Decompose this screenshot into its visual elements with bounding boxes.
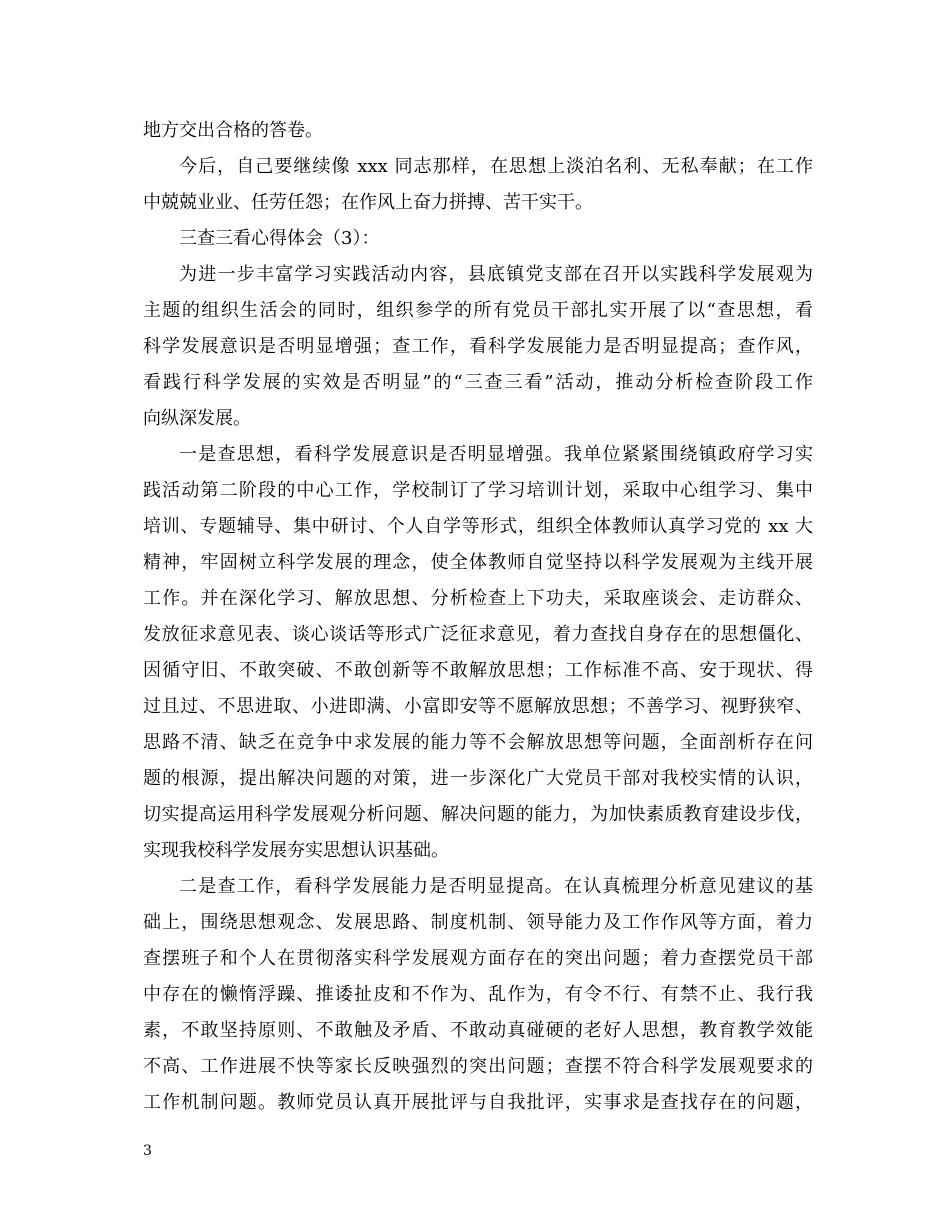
text-line: 工作。并在深化学习、解放思想、分析检查上下功夫，采取座谈会、走访群众、 <box>143 588 813 609</box>
document-body <box>143 113 813 1121</box>
text-line: 中存在的懒惰浮躁、推诿扯皮和不作为、乱作为，有令不行、有禁不止、我行我 <box>143 984 813 1005</box>
text-line: 查摆班子和个人在贯彻落实科学发展观方面存在的突出问题；着力查摆党员干部 <box>143 948 813 969</box>
text-line: 因循守旧、不敢突破、不敢创新等不敢解放思想；工作标准不高、安于现状、得 <box>143 660 813 681</box>
text-line: 今后，自己要继续像 xxx 同志那样，在思想上淡泊名利、无私奉献；在工作 <box>179 156 813 177</box>
text-line: 不高、工作进展不快等家长反映强烈的突出问题；查摆不符合科学发展观要求的 <box>143 1056 813 1077</box>
text-line: 看践行科学发展的实效是否明显”的“三查三看”活动，推动分析检查阶段工作 <box>143 372 813 393</box>
text-line: 二是查工作，看科学发展能力是否明显提高。在认真梳理分析意见建议的基 <box>179 876 813 897</box>
text-line: 础上，围绕思想观念、发展思路、制度机制、领导能力及工作作风等方面，着力 <box>143 912 813 933</box>
text-line: 实现我校科学发展夯实思想认识基础。 <box>143 840 449 861</box>
text-line: 中兢兢业业、任劳任怨；在作风上奋力拼搏、苦干实干。 <box>143 192 593 213</box>
text-line: 切实提高运用科学发展观分析问题、解决问题的能力，为加快素质教育建设步伐， <box>143 804 813 825</box>
page-number: 3 <box>143 1143 152 1159</box>
text-line: 科学发展意识是否明显增强；查工作，看科学发展能力是否明显提高；查作风， <box>143 336 813 357</box>
text-line: 向纵深发展。 <box>143 408 251 429</box>
text-line: 践活动第二阶段的中心工作，学校制订了学习培训计划，采取中心组学习、集中 <box>143 480 813 501</box>
text-line: 主题的组织生活会的同时，组织参学的所有党员干部扎实开展了以“查思想，看 <box>143 300 813 321</box>
text-line: 题的根源，提出解决问题的对策，进一步深化广大党员干部对我校实情的认识， <box>143 768 813 789</box>
text-line: 一是查思想，看科学发展意识是否明显增强。我单位紧紧围绕镇政府学习实 <box>179 444 813 465</box>
text-line: 过且过、不思进取、小进即满、小富即安等不愿解放思想；不善学习、视野狭窄、 <box>143 696 813 717</box>
text-line: 工作机制问题。教师党员认真开展批评与自我批评，实事求是查找存在的问题， <box>143 1092 813 1113</box>
text-line: 素，不敢坚持原则、不敢触及矛盾、不敢动真碰硬的老好人思想，教育教学效能 <box>143 1020 813 1041</box>
text-line: 培训、专题辅导、集中研讨、个人自学等形式，组织全体教师认真学习党的 xx 大 <box>143 516 813 537</box>
text-line: 为进一步丰富学习实践活动内容，县底镇党支部在召开以实践科学发展观为 <box>179 264 813 285</box>
text-line: 精神，牢固树立科学发展的理念，使全体教师自觉坚持以科学发展观为主线开展 <box>143 552 813 573</box>
text-line: 地方交出合格的答卷。 <box>143 120 323 141</box>
text-line: 发放征求意见表、谈心谈话等形式广泛征求意见，着力查找自身存在的思想僵化、 <box>143 624 813 645</box>
text-line: 思路不清、缺乏在竞争中求发展的能力等不会解放思想等问题，全面剖析存在问 <box>143 732 813 753</box>
text-line: 三查三看心得体会（3）： <box>179 228 380 249</box>
